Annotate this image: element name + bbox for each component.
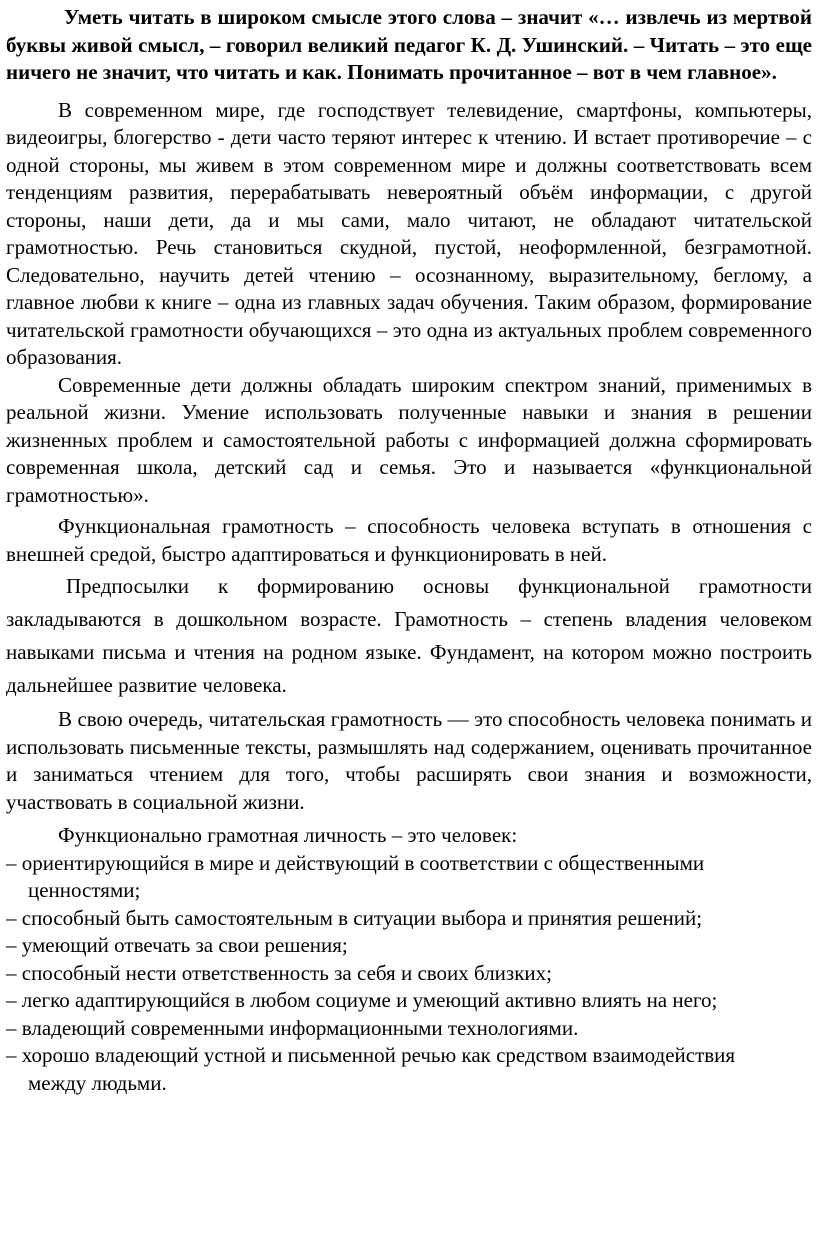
intro-quote: Уметь читать в широком смысле этого слова – значит «… извлечь из мертвой буквы живой смысл, – говорил великий педагог К. Д. Ушинский. – Читать – это еще ничего не значит, что читать и как. Понимать прочитанное – вот в чем главное». bbox=[6, 5, 812, 84]
list-item: – легко адаптирующийся в любом социуме и умеющий активно влиять на него; bbox=[6, 988, 718, 1012]
list-item: – хорошо владеющий устной и письменной речью как средством взаимодействия между людьми. bbox=[6, 1043, 736, 1095]
paragraph-functional-literacy: Функциональная грамотность – способность человека вступать в отношения с внешней средой, быстро адаптироваться и функционировать в ней. bbox=[6, 514, 812, 566]
list-item: – умеющий отвечать за свои решения; bbox=[6, 933, 348, 957]
list-lead: Функционально грамотная личность – это человек: bbox=[58, 823, 518, 847]
list-item: – владеющий современными информационными технологиями. bbox=[6, 1015, 579, 1040]
list-item: – способный быть самостоятельным в ситуации выбора и принятия решений; bbox=[6, 905, 703, 930]
list-item: – ориентирующийся в мире и действующий в соответствии с общественными ценностями; bbox=[6, 850, 705, 902]
traits-list bbox=[6, 850, 796, 1098]
paragraph-reading-literacy: В свою очередь, читательская грамотность — это способность человека понимать и использовать письменные тексты, размышлять над содержанием, оценивать прочитанное и заниматься чтением для того, чтобы расширять свои знания и возможности, участвовать в социальной жизни. bbox=[6, 707, 812, 814]
paragraph-modern-children: Современные дети должны обладать широким спектром знаний, применимых в реальной жизни. Умение использовать полученные навыки и знания в решении жизненных проблем и самостоятельной работы с информацией должна сформировать современная школа, детский сад и семья. Это и называется «функциональной грамотностью». bbox=[6, 372, 812, 507]
paragraph-modern-world: В современном мире, где господствует телевидение, смартфоны, компьютеры, видеоигры, блогерство - дети часто теряют интерес к чтению. И встает противоречие – с одной стороны, мы живем в этом современном мире и должны соответствовать всем тенденциям развития, перерабатывать невероятный объём информации, с другой стороны, наши дети, да и мы сами, мало читают, не обладают читательской грамотностью. Речь становиться скудной, пустой, неоформленной, безграмотной. Следовательно, научить детей чтению – осознанному, выразительному, беглому, а главное любви к книге – одна из главных задач обучения. Таким образом, формирование читательской грамотности обучающихся – это одна из актуальных проблем современного образования. bbox=[6, 97, 812, 369]
list-item: – способный нести ответственность за себя и своих близких; bbox=[6, 960, 552, 985]
paragraph-preschool: Предпосылки к формированию основы функциональной грамотности закладываются в дошкольном возрасте. Грамотность – степень владения человеком навыками письма и чтения на родном языке. Фундамент, на котором можно построить дальнейшее развитие человека. bbox=[6, 574, 812, 697]
